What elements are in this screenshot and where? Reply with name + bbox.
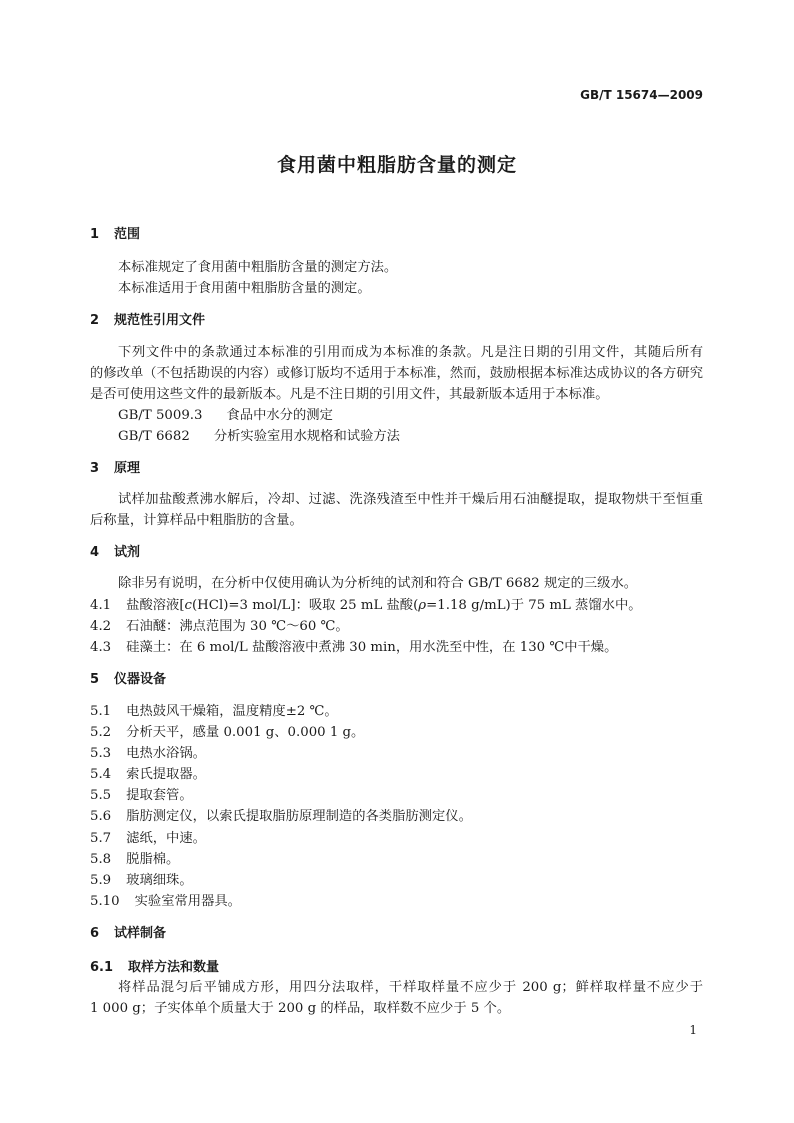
section-number: 2: [90, 313, 100, 328]
reference-code: GB/T 5009.3: [118, 408, 203, 423]
reference-item: [118, 427, 400, 447]
paragraph-line: 1 000 g；子实体单个质量大于 200 g 的样品，取样数不应少于 5 个。: [90, 1001, 511, 1016]
paragraph-line: 除非另有说明，在分析中仅使用确认为分析纯的试剂和符合 GB/T 6682 规定的三级水。: [118, 576, 638, 591]
paragraph-line: 将样品混匀后平铺成方形，用四分法取样，干样取样量不应少于 200 g；鲜样取样量不应少于: [118, 980, 703, 995]
section-number: 5: [90, 672, 100, 687]
clause-text: 电热鼓风干燥箱，温度精度±2 ℃。: [126, 704, 338, 719]
subsection-title: 取样方法和数量: [128, 960, 220, 975]
clause-number: 4.3: [90, 640, 112, 655]
reference-title: 食品中水分的测定: [226, 408, 333, 423]
document-title: 食用菌中粗脂肪含量的测定: [276, 154, 517, 176]
section-number: 6: [90, 926, 100, 941]
clause-text: 玻璃细珠。: [126, 873, 193, 888]
section-title: 试样制备: [114, 926, 167, 941]
clause-text-part: 盐酸溶液[: [126, 598, 185, 613]
section-heading-reagents: [90, 543, 140, 563]
clause-item: [90, 850, 179, 870]
paragraph-line: 本标准规定了食用菌中粗脂肪含量的测定方法。: [118, 260, 398, 275]
clause-text: 实验室常用器具。: [134, 894, 241, 909]
section-number: 1: [90, 227, 100, 242]
clause-number: 5.7: [90, 831, 112, 846]
section-title: 仪器设备: [114, 672, 167, 687]
section-number: 4: [90, 545, 100, 560]
paragraph-line: 是否可使用这些文件的最新版本。凡是不注日期的引用文件，其最新版本适用于本标准。: [90, 387, 609, 402]
clause-text: 脂肪测定仪，以索氏提取脂肪原理制造的各类脂肪测定仪。: [126, 809, 472, 824]
clause-text: 滤纸，中速。: [126, 831, 206, 846]
page-number: 1: [689, 1023, 697, 1037]
paragraph-line: 后称量，计算样品中粗脂肪的含量。: [90, 513, 303, 528]
clause-text: 硅藻土：在 6 mol/L 盐酸溶液中煮沸 30 min，用水洗至中性，在 130 ℃中干燥。: [126, 640, 618, 655]
clause-item: [90, 829, 206, 849]
section-number: 3: [90, 461, 100, 476]
clause-item: [90, 744, 206, 764]
clause-number: 5.8: [90, 852, 112, 867]
section-heading-apparatus: [90, 670, 166, 690]
clause-number: 5.1: [90, 704, 112, 719]
section-title: 范围: [114, 227, 141, 242]
reference-item: [118, 406, 333, 426]
clause-item: [90, 892, 241, 912]
section-title: 规范性引用文件: [114, 313, 206, 328]
clause-text-part: =1.18 g/mL)于 75 mL 蒸馏水中。: [426, 598, 642, 613]
clause-item: [90, 596, 642, 616]
clause-number: 5.10: [90, 894, 120, 909]
clause-item: [90, 638, 617, 658]
section-title: 试剂: [114, 545, 141, 560]
paragraph-line: 本标准适用于食用菌中粗脂肪含量的测定。: [118, 281, 371, 296]
clause-text: [126, 598, 641, 613]
section-title: 原理: [114, 461, 141, 476]
reference-code: GB/T 6682: [118, 429, 190, 444]
clause-text: 石油醚：沸点范围为 30 ℃～60 ℃。: [126, 619, 349, 634]
subsection-number: 6.1: [90, 960, 114, 975]
clause-text: 分析天平，感量 0.001 g、0.000 1 g。: [126, 725, 365, 740]
subsection-heading-sampling: [90, 958, 219, 978]
clause-text: 提取套管。: [126, 788, 193, 803]
clause-number: 5.3: [90, 746, 112, 761]
clause-item: [90, 871, 193, 891]
symbol-density: ρ: [418, 598, 427, 613]
clause-number: 5.2: [90, 725, 112, 740]
section-heading-normative-references: [90, 311, 205, 331]
clause-item: [90, 617, 349, 637]
standard-number: GB/T 15674—2009: [580, 88, 703, 102]
section-heading-scope: [90, 225, 140, 245]
clause-text: 索氏提取器。: [126, 767, 206, 782]
clause-item: [90, 807, 472, 827]
clause-number: 5.6: [90, 809, 112, 824]
clause-number: 5.5: [90, 788, 112, 803]
clause-text: 电热水浴锅。: [126, 746, 206, 761]
clause-text-part: (HCl)=3 mol/L]：吸取 25 mL 盐酸(: [191, 598, 419, 613]
clause-text: 脱脂棉。: [126, 852, 180, 867]
paragraph-line: 的修改单（不包括勘误的内容）或修订版均不适用于本标准，然而，鼓励根据本标准达成协议的各方研究: [90, 366, 703, 381]
section-heading-principle: [90, 459, 140, 479]
clause-item: [90, 702, 338, 722]
symbol-concentration: c: [184, 598, 192, 613]
clause-number: 5.4: [90, 767, 112, 782]
clause-item: [90, 723, 364, 743]
clause-item: [90, 765, 206, 785]
paragraph-line: 下列文件中的条款通过本标准的引用而成为本标准的条款。凡是注日期的引用文件，其随后所有: [118, 345, 703, 360]
section-heading-sample-preparation: [90, 924, 166, 944]
clause-number: 4.2: [90, 619, 112, 634]
clause-number: 4.1: [90, 598, 112, 613]
paragraph-line: 试样加盐酸煮沸水解后，冷却、过滤、洗涤残渣至中性并干燥后用石油醚提取，提取物烘干至恒重: [118, 492, 703, 507]
clause-item: [90, 786, 193, 806]
clause-number: 5.9: [90, 873, 112, 888]
reference-title: 分析实验室用水规格和试验方法: [213, 429, 400, 444]
